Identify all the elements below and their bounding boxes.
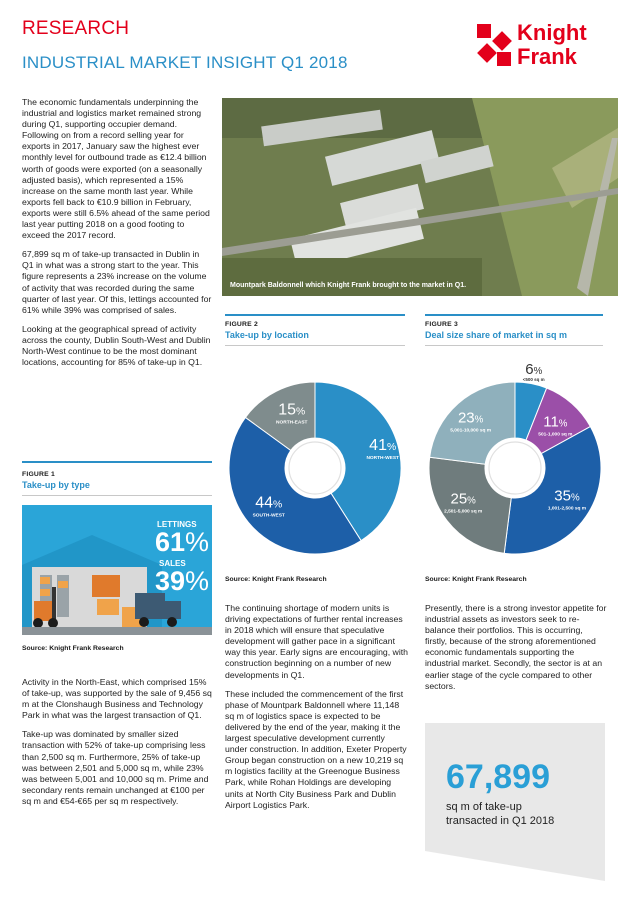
sales-value: 39%	[155, 566, 210, 596]
divider	[22, 495, 212, 496]
divider	[225, 345, 405, 346]
figure-source: Source: Knight Frank Research	[22, 645, 124, 652]
divider	[425, 314, 603, 316]
donut-inner-ring	[489, 442, 541, 494]
logo-text-line2: Frank	[517, 44, 577, 69]
stat-number: 67,899	[446, 758, 550, 796]
divider	[225, 314, 405, 316]
section-label: RESEARCH	[22, 18, 130, 39]
paragraph: Take-up was dominated by smaller sized transaction with 52% of take-up comprising less than 2,500 sq m. Furthermore, 25% of take-up was between 2,501 and 5,000 sq m, while 23% was between 5,001 and 10,000 sq m. Prime and secondary rents remain unchanged at €100 per sq m and €54-€65 per sq m respectively.	[22, 729, 209, 806]
body-text	[22, 677, 212, 815]
slice-value-label: 15%	[278, 401, 306, 419]
stat-description: sq m of take-up transacted in Q1 2018	[446, 801, 555, 827]
aerial-photo-image	[222, 98, 618, 296]
paragraph: The economic fundamentals underpinning the industrial and logistics market remained strong during Q1, supporting occupier demand. Following on from a record selling year for exports in 2017, January saw the highest ever monthly level for outbound trade as €12.4 billion worth of goods were exported (on a seasonally adjusted basis), which represented a 15% increase on the same month last year. While exports fell back to €10.9 billion in February, exports were still 6.5% ahead of the same period last year putting 2018 on a good footing to exceed the 2017 record.	[22, 97, 210, 241]
figure-1	[22, 461, 212, 496]
slice-value-label: 6%	[525, 360, 543, 378]
take-up-by-type-graphic	[22, 505, 212, 635]
aerial-photo	[222, 98, 618, 296]
slice-category-label: <500 sq m	[522, 376, 545, 382]
lettings-value: 61%	[155, 527, 210, 557]
slice-category-label: NORTH-WEST	[366, 455, 399, 461]
slice-value-label: 23%	[457, 409, 484, 427]
slice-category-label: 5,001-10,000 sq m	[450, 428, 492, 434]
body-text	[425, 603, 607, 700]
logo-mark-icon	[477, 24, 513, 66]
slice-value-label: 44%	[255, 494, 283, 512]
intro-text	[22, 97, 212, 376]
slice-category-label: 1,001-2,500 sq m	[547, 506, 587, 512]
stat-callout-tail-icon	[425, 851, 605, 881]
slice-category-label: NORTH-EAST	[276, 420, 308, 426]
knight-frank-logo	[477, 20, 617, 78]
paragraph: These included the commencement of the first phase of Mountpark Baldonnell where 11,148 sq m of logistics space is expected to be delivered by the end of the year, making it the largest speculative development currently under construction. In addition, Exeter Property Group began construction on a new 10,219 sq m logistics facility at the Greenogue Business Park, while Rohan Holdings are developing units at North City Business Park and Dublin Airport Logistics Park.	[225, 688, 407, 810]
divider	[22, 461, 212, 463]
figure-2	[225, 314, 405, 346]
slice-category-label: SOUTH-WEST	[252, 513, 285, 519]
photo-caption: Mountpark Baldonnell which Knight Frank brought to the market in Q1.	[230, 282, 467, 289]
paragraph: Presently, there is a strong investor appetite for industrial assets as investors seek to re-balance their portfolios. This is occurring, firstly, because of the strong aforementioned economic fundamentals supporting the industrial market. Secondly, the sector is at an earlier stage of the cycle compared to other sectors.	[425, 603, 607, 691]
figure-label: FIGURE 3	[425, 321, 458, 328]
take-up-by-location-chart	[225, 378, 405, 558]
slice-value-label: 25%	[450, 490, 476, 508]
lettings-label: LETTINGS	[157, 520, 197, 529]
logo-text-line1: Knight	[517, 20, 587, 45]
paragraph: Activity in the North-East, which comprised 15% of take-up, was supported by the sale of 9,456 sq m at the Clonshaugh Business and Technology Park in what was the largest transaction of Q1.	[22, 677, 212, 721]
slice-category-label: 501-1,000 sq m	[538, 432, 573, 438]
slice-category-label: 2,501-5,000 sq m	[444, 509, 483, 515]
figure-title: Take-up by type	[22, 480, 90, 490]
figure-title: Take-up by location	[225, 330, 309, 340]
donut-inner-ring	[289, 442, 341, 494]
figure-source: Source: Knight Frank Research	[225, 576, 327, 583]
figure-title: Deal size share of market in sq m	[425, 330, 568, 340]
slice-value-label: 41%	[369, 436, 397, 454]
figure-label: FIGURE 2	[225, 321, 258, 328]
deal-size-chart	[425, 360, 605, 558]
paragraph: The continuing shortage of modern units is driving expectations of further rental increases in 2018 which will ensure that speculative development will gather pace in a significant way this year. Early signs are encouraging, with construction beginning on a number of new developments in Q1.	[225, 603, 409, 680]
figure-3	[425, 314, 603, 346]
page-title: INDUSTRIAL MARKET INSIGHT Q1 2018	[22, 53, 348, 72]
figure-label: FIGURE 1	[22, 471, 55, 478]
slice-value-label: 35%	[554, 487, 580, 505]
divider	[425, 345, 603, 346]
body-text	[225, 603, 408, 819]
paragraph: Looking at the geographical spread of activity across the county, Dublin South-West and Dublin North-West continue to be the most dominant locations, accounting for 85% of take-up in Q1.	[22, 323, 211, 368]
figure-source: Source: Knight Frank Research	[425, 576, 527, 583]
sales-label: SALES	[159, 559, 186, 568]
slice-value-label: 11%	[543, 413, 568, 431]
paragraph: 67,899 sq m of take-up transacted in Dublin in Q1 in what was a strong start to the year. This figure represents a 23% increase on the volume of activity that was recorded during the same quarter of last year. Of this, lettings accounted for 61% while 39% was comprised of sales.	[22, 249, 212, 315]
